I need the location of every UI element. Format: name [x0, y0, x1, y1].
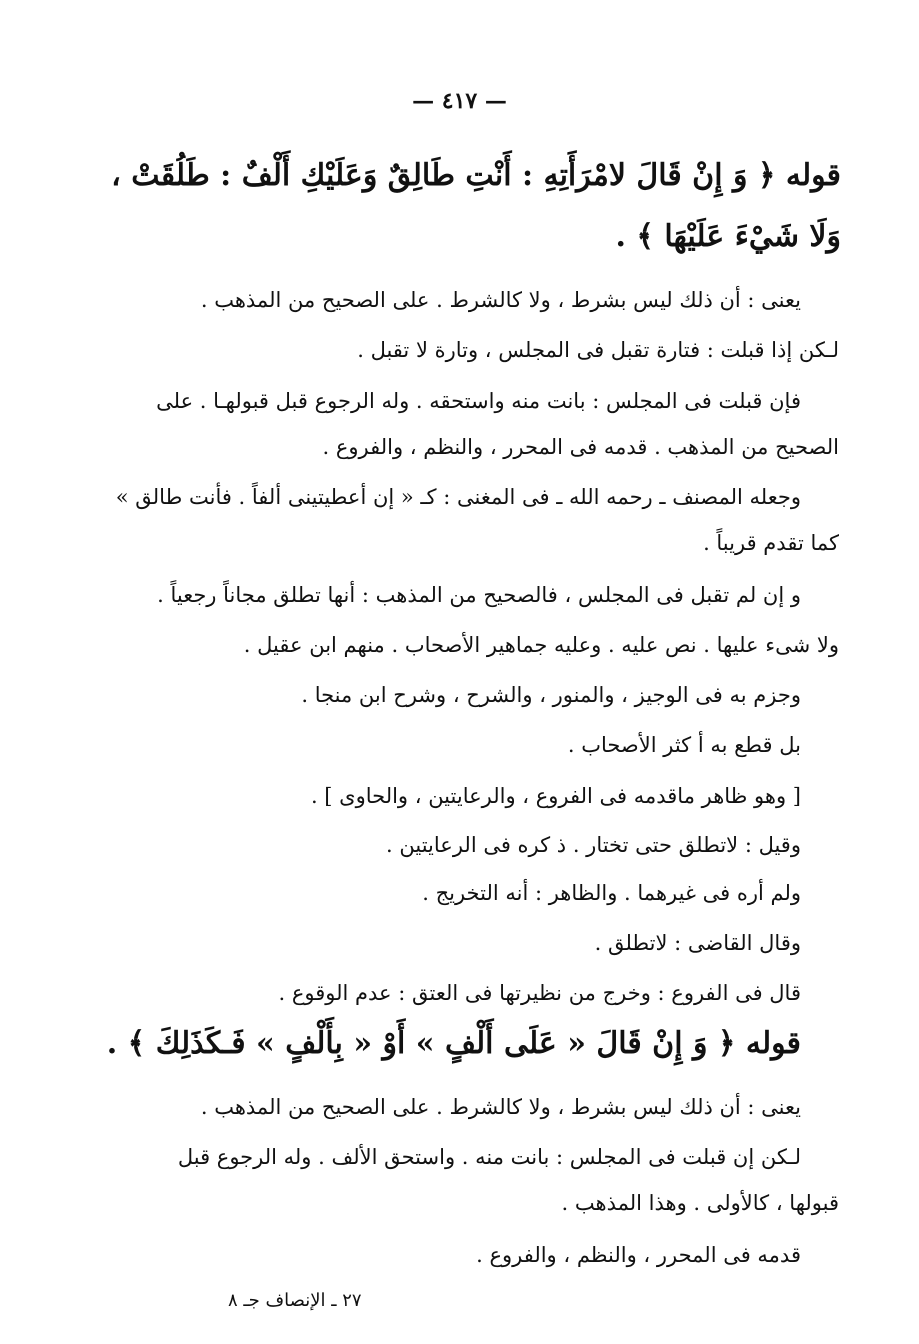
text-line: وجزم به فى الوجيز ، والمنور ، والشرح ، وشرح ابن منجا .: [301, 683, 801, 707]
text-line: وقيل : لاتطلق حتى تختار . ذ كره فى الرعايتين .: [386, 833, 801, 857]
text-line: فإن قبلت فى المجلس : بانت منه واستحقه . وله الرجوع قبل قبولهـا . على: [156, 389, 801, 413]
heading-line-2: وَلَا شَيْءَ عَلَيْهَا ﴾ .: [615, 219, 841, 254]
text-line: كما تقدم قريباً .: [703, 531, 839, 555]
text-line: ولا شىء عليها . نص عليه . وعليه جماهير الأصحاب . منهم ابن عقيل .: [243, 633, 839, 657]
text-line: قدمه فى المحرر ، والنظم ، والفروع .: [476, 1243, 801, 1267]
text-line: لـكن إن قبلت فى المجلس : بانت منه . واستحق الألف . وله الرجوع قبل: [177, 1145, 801, 1169]
text-line: قال فى الفروع : وخرج من نظيرتها فى العتق : عدم الوقوع .: [278, 981, 801, 1005]
text-line: قبولها ، كالأولى . وهذا المذهب .: [561, 1191, 839, 1215]
page-number: — ٤١٧ —: [412, 88, 507, 114]
text-line: الصحيح من المذهب . قدمه فى المحرر ، والنظم ، والفروع .: [322, 435, 839, 459]
text-line: يعنى : أن ذلك ليس بشرط ، ولا كالشرط . على الصحيح من المذهب .: [200, 1095, 801, 1119]
heading-line-3: قوله ﴿ وَ إِنْ قَالَ « عَلَى أَلْفٍ » أَوْ « بِأَلْفٍ » فَـكَذَلِكَ ﴾ .: [106, 1026, 801, 1061]
text-line: بل قطع به أ كثر الأصحاب .: [567, 733, 801, 757]
text-line: وجعله المصنف ـ رحمه الله ـ فى المغنى : كـ « إن أعطيتينى ألفاً . فأنت طالق »: [115, 485, 801, 509]
text-line: و إن لم تقبل فى المجلس ، فالصحيح من المذهب : أنها تطلق مجاناً رجعياً .: [157, 583, 801, 607]
text-line: [ وهو ظاهر ماقدمه فى الفروع ، والرعايتين ، والحاوى ] .: [310, 784, 801, 808]
footer-signature: ٢٧ ـ الإنصاف جـ ٨: [228, 1290, 362, 1311]
text-line: ولم أره فى غيرهما . والظاهر : أنه التخريج .: [422, 881, 801, 905]
heading-line-1: قوله ﴿ وَ إِنْ قَالَ لامْرَأَتِهِ : أَنْتِ طَالِقٌ وَعَلَيْكِ أَلْفٌ : طَلُقَتْ ،: [111, 158, 841, 193]
text-line: يعنى : أن ذلك ليس بشرط ، ولا كالشرط . على الصحيح من المذهب .: [200, 288, 801, 312]
text-line: وقال القاضى : لاتطلق .: [594, 931, 801, 955]
text-line: لـكن إذا قبلت : فتارة تقبل فى المجلس ، وتارة لا تقبل .: [357, 338, 839, 362]
